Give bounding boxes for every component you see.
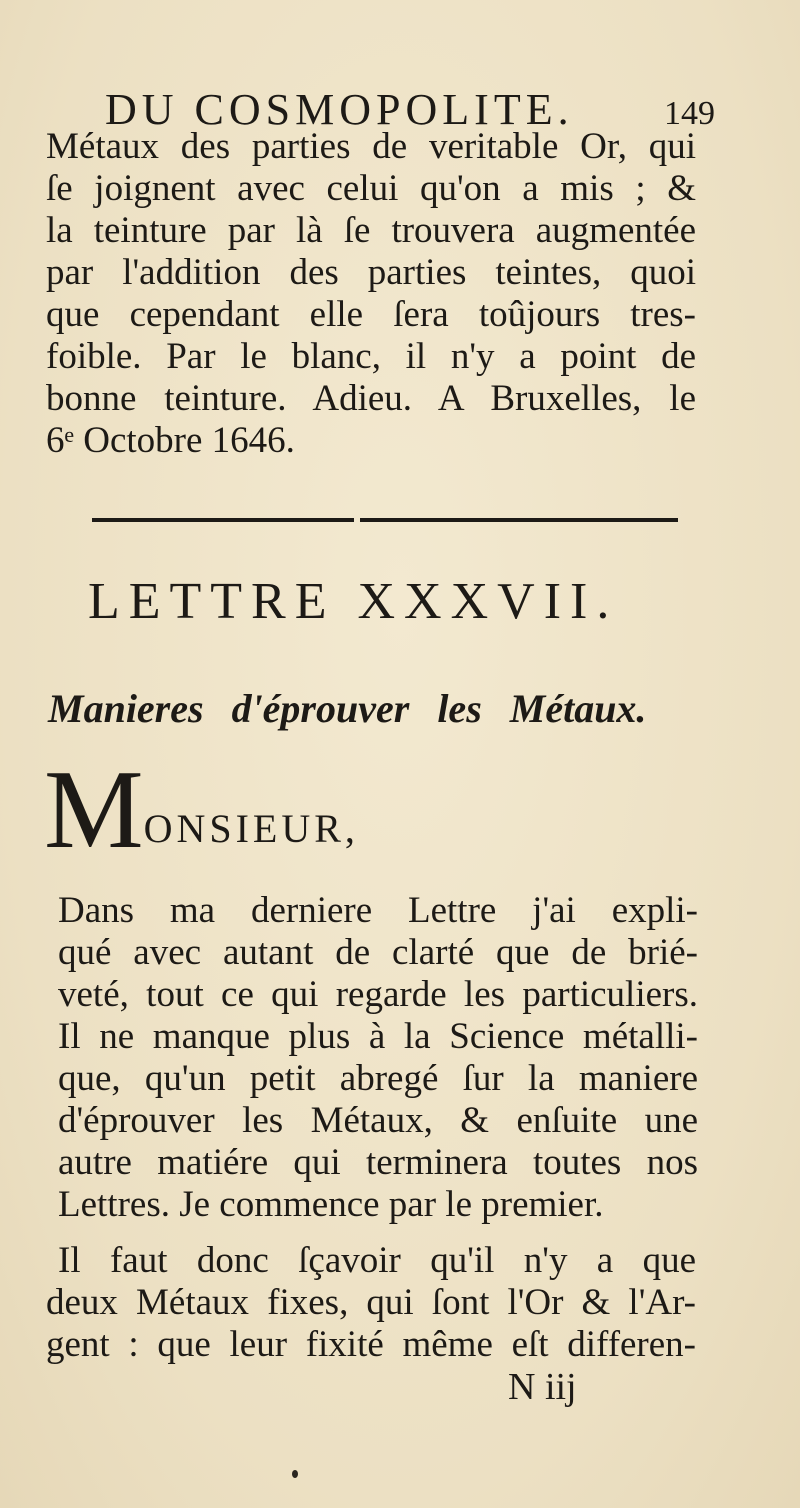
text-line: qué avec autant de clarté que de brié- (58, 932, 698, 973)
text-line: par l'addition des parties teintes, quoi (46, 252, 696, 293)
text-line: d'éprouver les Métaux, & enſuite une (58, 1100, 698, 1141)
salutation-rest: ONSIEUR, (143, 806, 359, 851)
paragraph-1 (46, 126, 696, 462)
paragraph-2 (58, 890, 698, 1226)
text-line: Il faut donc ſçavoir qu'il n'y a que (58, 1240, 696, 1281)
text-line: ſe joignent avec celui qu'on a mis ; & (46, 168, 696, 209)
section-divider (92, 517, 678, 523)
page-number: 149 (664, 95, 715, 132)
text-line: Lettres. Je commence par le premier. (58, 1184, 604, 1225)
text-line: la teinture par là ſe trouvera augmentée (46, 210, 696, 251)
running-head: DU COSMOPOLITE. (105, 85, 574, 134)
text-line: bonne teinture. Adieu. A Bruxelles, le (46, 378, 696, 419)
divider-rule-left (92, 518, 354, 522)
text-line: Métaux des parties de veritable Or, qui (46, 126, 696, 167)
divider-rule-right (360, 518, 678, 522)
text-line: veté, tout ce qui regarde les particuliers. (58, 974, 698, 1015)
text-line: gent : que leur fixité même eſt differen- (46, 1324, 696, 1365)
text-line: Dans ma derniere Lettre j'ai expli- (58, 890, 698, 931)
salutation (44, 748, 359, 872)
text-line: autre matiére qui terminera toutes nos (58, 1142, 698, 1183)
letter-subtitle: Manieres d'éprouver les Métaux. (48, 686, 647, 731)
catchword-signature: N iij (508, 1366, 577, 1408)
paragraph-3 (46, 1240, 696, 1366)
text-line: deux Métaux fixes, qui ſont l'Or & l'Ar- (46, 1282, 696, 1323)
drop-initial: M (44, 748, 144, 872)
letter-title: LETTRE XXXVII. (88, 573, 619, 630)
ink-speck (292, 1470, 298, 1478)
text-line: Il ne manque plus à la Science métalli- (58, 1016, 698, 1057)
text-line: foible. Par le blanc, il n'y a point de (46, 336, 696, 377)
text-line: que, qu'un petit abregé ſur la maniere (58, 1058, 698, 1099)
text-line: que cependant elle ſera toûjours tres- (46, 294, 696, 335)
text-line: 6ᵉ Octobre 1646. (46, 420, 295, 461)
